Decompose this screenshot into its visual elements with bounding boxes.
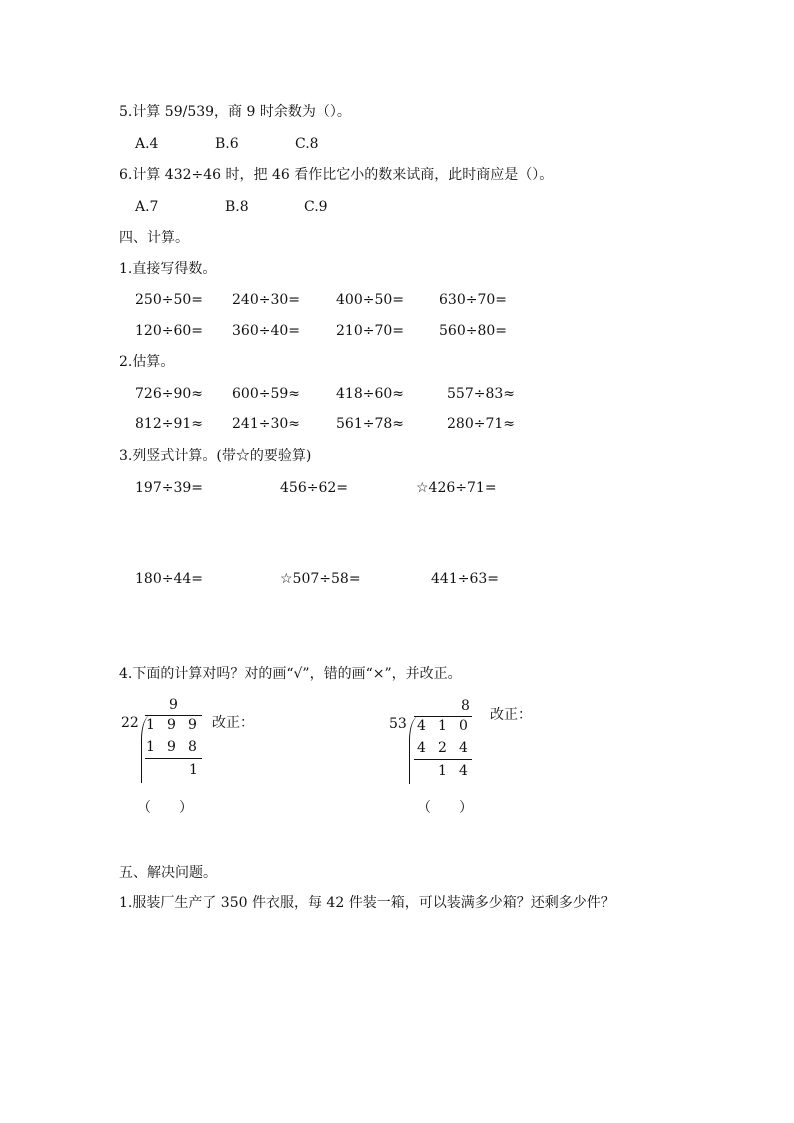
q5-option-b: B.6 — [215, 136, 239, 152]
ld2-remainder-digit: 4 — [459, 763, 468, 779]
direct-calc-item: 560÷80= — [439, 323, 507, 339]
ld2-product-digit: 2 — [438, 740, 447, 756]
ld2-vinculum — [414, 716, 472, 717]
estimate-item: 726÷90≈ — [135, 386, 203, 402]
ld1-dividend-digit: 9 — [188, 717, 197, 733]
estimate-item: 561÷78≈ — [336, 416, 404, 432]
long-division-2 — [388, 697, 488, 792]
ld2-dividend-digit: 4 — [417, 718, 426, 734]
q5-option-c: C.8 — [295, 136, 319, 152]
ld2-subtract-line — [414, 759, 472, 760]
direct-calc-title: 1.直接写得数。 — [119, 261, 217, 277]
ld1-product-digit: 8 — [188, 739, 197, 755]
ld1-product-digit: 1 — [146, 739, 155, 755]
estimate-item: 280÷71≈ — [447, 416, 515, 432]
ld1-product-digit: 9 — [167, 739, 176, 755]
vertical-calc-title: 3.列竖式计算。(带☆的要验算) — [119, 448, 312, 464]
direct-calc-item: 400÷50= — [336, 292, 404, 308]
ld2-remainder-digit: 1 — [438, 763, 447, 779]
q5-option-a: A.4 — [135, 136, 159, 152]
ld1-remainder: 1 — [189, 762, 198, 778]
q6-option-b: B.8 — [225, 199, 249, 215]
estimate-item: 557÷83≈ — [447, 386, 515, 402]
section-4-title: 四、计算。 — [119, 230, 189, 246]
vertical-calc-item: 456÷62= — [280, 480, 348, 496]
ld1-dividend-digit: 9 — [167, 717, 176, 733]
answer-paren-2: （ ） — [417, 800, 473, 816]
estimate-title: 2.估算。 — [119, 354, 175, 370]
vertical-calc-item: ☆507÷58= — [280, 571, 361, 587]
estimate-item: 241÷30≈ — [232, 416, 300, 432]
ld2-product-digit: 4 — [459, 740, 468, 756]
vertical-calc-item: 441÷63= — [431, 571, 499, 587]
vertical-calc-item: ☆426÷71= — [416, 480, 497, 496]
estimate-item: 812÷91≈ — [135, 416, 203, 432]
section-5-title: 五、解决问题。 — [119, 865, 217, 881]
ld2-divisor: 53 — [389, 716, 407, 732]
direct-calc-item: 250÷50= — [135, 292, 203, 308]
answer-paren-1: （ ） — [137, 800, 193, 816]
estimate-item: 418÷60≈ — [336, 386, 404, 402]
direct-calc-item: 630÷70= — [439, 292, 507, 308]
q6-option-a: A.7 — [135, 199, 159, 215]
long-division-1 — [118, 695, 218, 790]
fix-label-2: 改正： — [490, 707, 532, 723]
estimate-item: 600÷59≈ — [232, 386, 300, 402]
problem-1-text: 1.服装厂生产了 350 件衣服，每 42 件装一箱，可以装满多少箱？还剩多少件？ — [119, 895, 615, 911]
ld2-quotient: 8 — [461, 698, 470, 714]
question-6-text: 6.计算 432÷46 时，把 46 看作比它小的数来试商，此时商应是（）。 — [119, 167, 554, 183]
ld1-subtract-line — [145, 758, 202, 759]
vertical-calc-item: 197÷39= — [135, 480, 203, 496]
ld1-dividend-digit: 1 — [146, 717, 155, 733]
ld1-vinculum — [145, 715, 202, 716]
ld2-dividend-digit: 1 — [438, 718, 447, 734]
ld2-product-digit: 4 — [417, 740, 426, 756]
direct-calc-item: 210÷70= — [336, 323, 404, 339]
direct-calc-item: 360÷40= — [232, 323, 300, 339]
ld2-dividend-digit: 0 — [459, 718, 468, 734]
fix-label-1: 改正： — [212, 715, 254, 731]
q6-option-c: C.9 — [304, 199, 328, 215]
check-calc-title: 4.下面的计算对吗？对的画“√”，错的画“×”，并改正。 — [119, 666, 462, 682]
ld1-quotient: 9 — [169, 697, 178, 713]
ld1-divisor: 22 — [121, 715, 139, 731]
vertical-calc-item: 180÷44= — [135, 571, 203, 587]
direct-calc-item: 120÷60= — [135, 323, 203, 339]
direct-calc-item: 240÷30= — [232, 292, 300, 308]
question-5-text: 5.计算 59/539，商 9 时余数为（）。 — [119, 104, 351, 120]
